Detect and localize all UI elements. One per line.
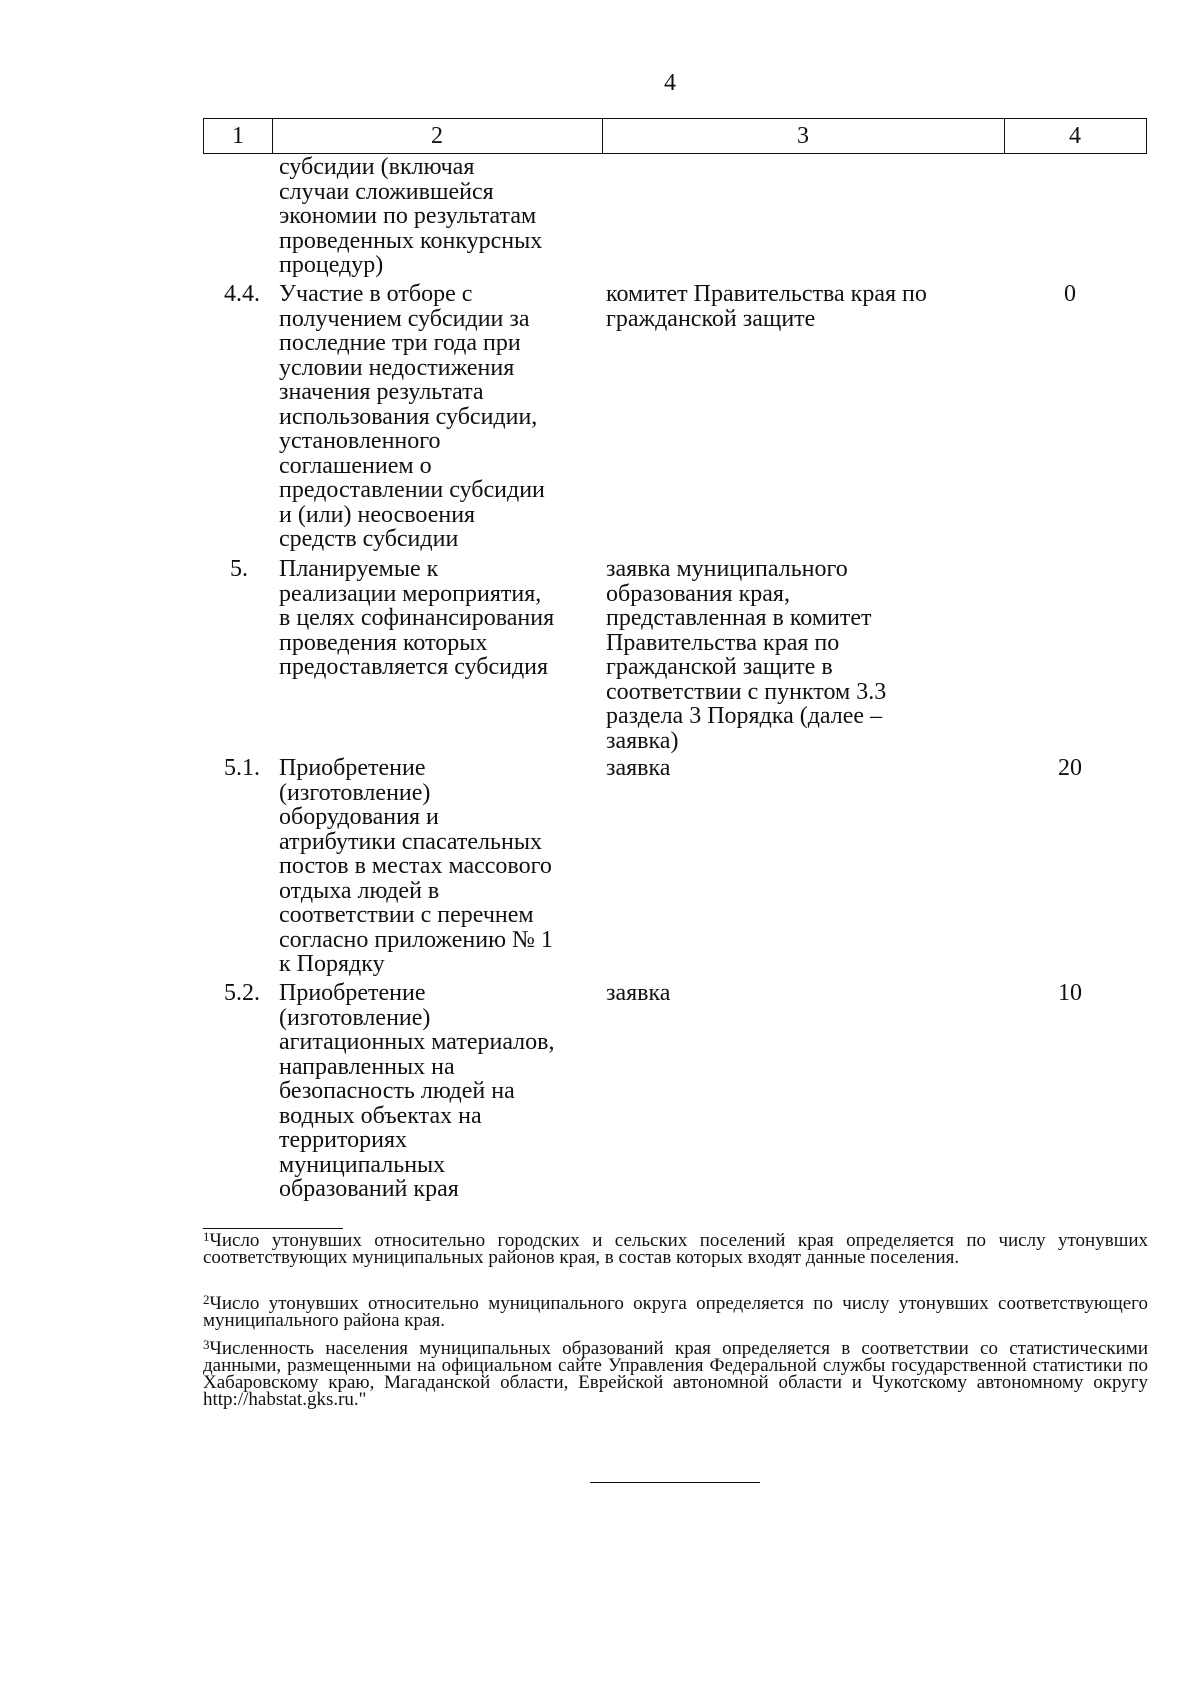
- footnote-2: [203, 1292, 1148, 1331]
- footnote-separator: [203, 1228, 343, 1229]
- row-5-criterion: Планируемые к реализации мероприятия, в целях софинансирования проведения которых предоставляется субсидия: [279, 556, 555, 680]
- row-5-1-score: 20: [1058, 755, 1082, 781]
- row-5-source: заявка муниципального образования края, представленная в комитет Правительства края по гражданской защите в соответствии с пунктом 3.3 раздела 3 Порядка (далее – заявка): [606, 556, 887, 754]
- row-5-2-score: 10: [1058, 980, 1082, 1006]
- footnote-2-text: Число утонувших относительно муниципального округа определяется по числу утонувших соответствующего муниципального района края.: [203, 1293, 1148, 1331]
- footnote-1-mark: 1: [203, 1229, 210, 1244]
- row-5-1-criterion: Приобретение (изготовление) оборудования и атрибутики спасательных постов в местах массового отдыха людей в соответствии с перечнем согласно приложению № 1 к Порядку: [279, 755, 553, 977]
- row-5-1-number: 5.1.: [224, 755, 260, 781]
- page-number: 4: [664, 70, 676, 96]
- row-4-4-score: 0: [1064, 281, 1076, 307]
- footnote-3-text: Численность населения муниципальных образований края определяется в соответствии со статистическими данными, размещенными на официальном сайте Управления Федеральной службы государственной статистики по Хабаровскому краю, Магаданской области, Еврейской автономной области и Чукотскому автономному округу http://habstat.gks.ru.": [203, 1338, 1148, 1410]
- row-4-4-number: 4.4.: [224, 281, 260, 307]
- row-5-1-source: заявка: [606, 755, 671, 781]
- row-4-4-source: комитет Правительства края по гражданской защите: [606, 281, 927, 332]
- document-end-rule: [590, 1482, 760, 1483]
- row-5-number: 5.: [230, 556, 248, 582]
- footnote-3: [203, 1337, 1148, 1410]
- footnote-1-text: Число утонувших относительно городских и сельских поселений края определяется по числу утонувших соответствующих муниципальных районов края, в состав которых входят данные поселения.: [203, 1230, 1148, 1268]
- table-header-col-2: 2: [272, 118, 603, 154]
- row-5-2-number: 5.2.: [224, 980, 260, 1006]
- footnote-2-mark: 2: [203, 1292, 210, 1307]
- table-header-col-4: 4: [1004, 118, 1147, 154]
- row-continuation-criterion: субсидии (включая случаи сложившейся экономии по результатам проведенных конкурсных процедур): [279, 154, 543, 278]
- table-header-col-1: 1: [203, 118, 273, 154]
- footnote-1: [203, 1229, 1148, 1268]
- row-4-4-criterion: Участие в отборе с получением субсидии за последние три года при условии недостижения значения результата использования субсидии, установленного соглашением о предоставлении субсидии и (или) неосвоения средств субсидии: [279, 281, 545, 552]
- row-5-2-criterion: Приобретение (изготовление) агитационных материалов, направленных на безопасность людей на водных объектах на территориях муниципальных образований края: [279, 980, 555, 1202]
- table-header-col-3: 3: [602, 118, 1005, 154]
- footnote-3-mark: 3: [203, 1337, 210, 1352]
- row-5-2-source: заявка: [606, 980, 671, 1006]
